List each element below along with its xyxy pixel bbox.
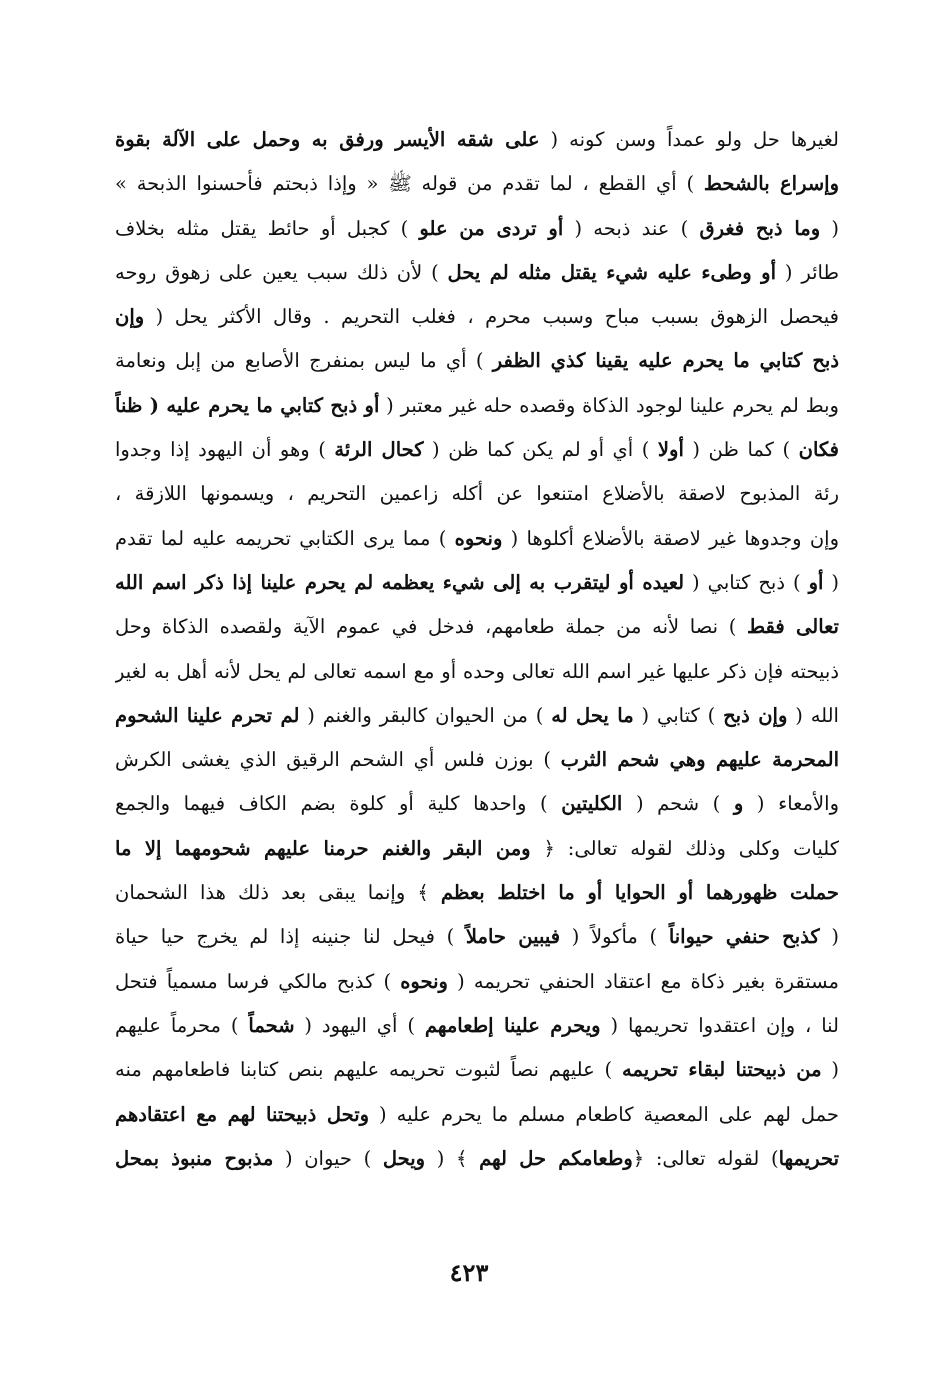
text-line xyxy=(115,162,839,206)
text-segment: ) لقوله تعالى: ﴿ xyxy=(632,1146,779,1170)
text-segment: طائر ( xyxy=(776,260,839,284)
bold-segment: ومن البقر والغنم حرمنا عليهم شحومهما إلا ما xyxy=(115,836,531,860)
text-line xyxy=(115,1048,839,1092)
bold-segment: ويحل xyxy=(382,1146,426,1170)
text-segment: ) كما ظن ( xyxy=(683,438,799,462)
text-segment: ﴾ وإنما يبقى بعد ذلك هذا الشحمان xyxy=(115,881,441,905)
bold-segment: لعيده أو ليتقرب به إلى شيء يعظمه لم يحرم علينا إذا ذكر اسم الله xyxy=(115,570,685,594)
text-line xyxy=(115,871,839,915)
text-line xyxy=(115,207,839,251)
bold-segment: لم تحرم علينا الشحوم xyxy=(115,703,300,727)
bold-segment: و xyxy=(733,792,744,816)
text-line xyxy=(115,472,839,516)
text-line xyxy=(115,428,839,472)
bold-segment: تحريمها xyxy=(778,1146,839,1170)
bold-segment: المحرمة عليهم وهي شحم الثرب xyxy=(560,748,839,772)
text-segment: ) عليهم نصاً لثبوت تحريمه عليهم بنص كتابنا فاطعامهم منه xyxy=(115,1058,622,1082)
text-segment: ( xyxy=(819,925,839,949)
bold-segment: وما ذبح فغرق xyxy=(699,216,821,240)
text-line xyxy=(115,782,839,826)
bold-segment: وإن xyxy=(115,305,145,329)
text-segment: ) لأن ذلك سبب يعين على زهوق روحه xyxy=(115,260,448,284)
bold-segment: ذبح كتابي ما يحرم عليه يقينا كذي الظفر xyxy=(492,349,839,373)
text-segment: ( xyxy=(821,1058,839,1082)
bold-segment: كحال الرئة xyxy=(334,438,424,462)
bold-segment: شحماً xyxy=(248,1013,295,1037)
text-segment: ) حيوان ( xyxy=(273,1146,383,1170)
bold-segment: ونحوه xyxy=(454,526,503,550)
bold-segment: حملت ظهورهما أو الحوايا أو ما اختلط بعظم xyxy=(440,881,839,905)
text-line xyxy=(115,960,839,1004)
bold-segment: فكان xyxy=(798,438,839,462)
text-line xyxy=(115,339,839,383)
text-line xyxy=(115,605,839,649)
text-line xyxy=(115,384,839,428)
text-line xyxy=(115,1093,839,1137)
bold-segment: الكليتين xyxy=(561,792,623,816)
bold-segment: مذبوح منبوذ بمحل xyxy=(115,1146,274,1170)
bold-segment: وإسراع بالشحط xyxy=(703,172,839,196)
bold-segment: ونحوه xyxy=(400,969,448,993)
bold-segment: أو xyxy=(808,570,824,594)
text-segment: ) أي ما ليس بمنفرج الأصابع من إبل ونعامة xyxy=(115,349,493,373)
text-segment: لنا ، وإن اعتقدوا تحريمها ( xyxy=(600,1013,839,1037)
text-segment: فيحصل الزهوق بسبب مباح وسبب محرم ، فغلب التحريم . وقال الأكثر يحل ( xyxy=(144,305,839,329)
bold-segment: من ذبيحتنا لبقاء تحريمه xyxy=(622,1058,822,1082)
bold-segment: على شقه الأيسر ورفق به وحمل على الآلة بقوة xyxy=(115,128,540,151)
page-number: ٤٢٣ xyxy=(449,1258,489,1287)
bold-segment: أو وطىء عليه شيء يقتل مثله لم يحل xyxy=(447,260,776,284)
text-segment: ) شحم ( xyxy=(622,792,734,816)
text-line xyxy=(115,1004,839,1048)
text-segment: رئة المذبوح لاصقة بالأضلاع امتنعوا عن أكله زاعمين التحريم ، ويسمونها اللازقة ، xyxy=(115,482,839,506)
text-segment: ) أي اليهود ( xyxy=(294,1013,425,1037)
bold-segment: ما يحل له xyxy=(551,703,634,727)
text-segment: ( xyxy=(820,216,839,240)
text-segment: ) نصا لأنه من جملة طعامهم، فدخل في عموم الآية ولقصده الذكاة وحل xyxy=(115,615,748,639)
text-segment: ) وهو أن اليهود إذا وجدوا xyxy=(115,438,335,462)
text-segment: ) أي القطع ، لما تقدم من قوله ﷺ « وإذا ذبحتم فأحسنوا الذبحة » xyxy=(115,172,704,196)
text-segment: ذبيحته فإن ذكر عليها غير اسم الله تعالى وحده أو مع اسمه تعالى لم يحل لأنه أهل به لغير xyxy=(115,659,839,683)
bold-segment: أو ذبح كتابي ما يحرم عليه ( ظناً xyxy=(115,393,380,417)
bold-segment: أولا xyxy=(657,438,684,462)
text-segment: ( xyxy=(823,570,839,594)
text-segment: ) فيحل لنا جنينه إذا لم يخرج حيا حياة xyxy=(115,925,466,949)
text-segment: الله ( xyxy=(787,703,839,727)
bold-segment: وطعامكم حل لهم xyxy=(479,1146,633,1170)
text-line xyxy=(115,561,839,605)
text-line xyxy=(115,251,839,295)
text-line xyxy=(115,1137,839,1181)
bold-segment: ويحرم علينا إطعامهم xyxy=(424,1013,601,1037)
text-segment: وبط لم يحرم علينا لوجود الذكاة وقصده حله غير معتبر ( xyxy=(379,393,839,417)
text-segment: ) كذبح مالكي فرسا مسمياً فتحل xyxy=(115,969,401,993)
text-segment: ) مما يرى الكتابي تحريمه عليه لما تقدم xyxy=(115,526,455,550)
text-segment: لغيرها حل ولو عمداً وسن كونه ( xyxy=(539,128,839,151)
text-segment: ) كتابي ( xyxy=(633,703,724,727)
page-body xyxy=(115,118,839,1181)
text-segment: مستقرة بغير ذكاة مع اعتقاد الحنفي تحريمه ( xyxy=(447,969,839,993)
bold-segment: كذبح حنفي حيواناً xyxy=(668,925,820,949)
text-segment: ) أي أو لم يكن كما ظن ( xyxy=(423,438,658,462)
text-segment: والأمعاء ( xyxy=(743,792,839,816)
text-segment: ) ذبح كتابي ( xyxy=(684,570,809,594)
text-segment: ) مأكولاً ( xyxy=(560,925,669,949)
bold-segment: فيبين حاملاً xyxy=(465,925,561,949)
text-segment: ) بوزن فلس أي الشحم الرقيق الذي يغشى الكرش xyxy=(115,748,561,772)
text-segment: ) عند ذبحه ( xyxy=(563,216,700,240)
text-segment: ) محرماً عليهم xyxy=(115,1013,249,1037)
text-segment: حمل لهم على المعصية كاطعام مسلم ما يحرم عليه ( xyxy=(369,1102,839,1126)
text-line xyxy=(115,694,839,738)
text-line xyxy=(115,118,839,162)
text-line xyxy=(115,295,839,339)
bold-segment: أو تردى من علو xyxy=(419,216,564,240)
bold-segment: وتحل ذبيحتنا لهم مع اعتقادهم xyxy=(115,1102,370,1126)
text-segment: كليات وكلى وذلك لقوله تعالى: ﴿ xyxy=(530,836,839,860)
text-segment: ) واحدها كلية أو كلوة بضم الكاف فيهما والجمع xyxy=(115,792,562,816)
text-segment: ) من الحيوان كالبقر والغنم ( xyxy=(299,703,552,727)
text-line xyxy=(115,650,839,694)
text-line xyxy=(115,915,839,959)
text-line xyxy=(115,738,839,782)
text-line xyxy=(115,827,839,871)
bold-segment: وإن ذبح xyxy=(723,703,788,727)
text-line xyxy=(115,517,839,561)
bold-segment: تعالى فقط xyxy=(747,615,839,639)
text-segment: ) كجبل أو حائط يقتل مثله بخلاف xyxy=(115,216,420,240)
text-segment: ﴾ ( xyxy=(425,1146,480,1170)
text-segment: وإن وجدوها غير لاصقة بالأضلاع أكلوها ( xyxy=(502,526,839,550)
